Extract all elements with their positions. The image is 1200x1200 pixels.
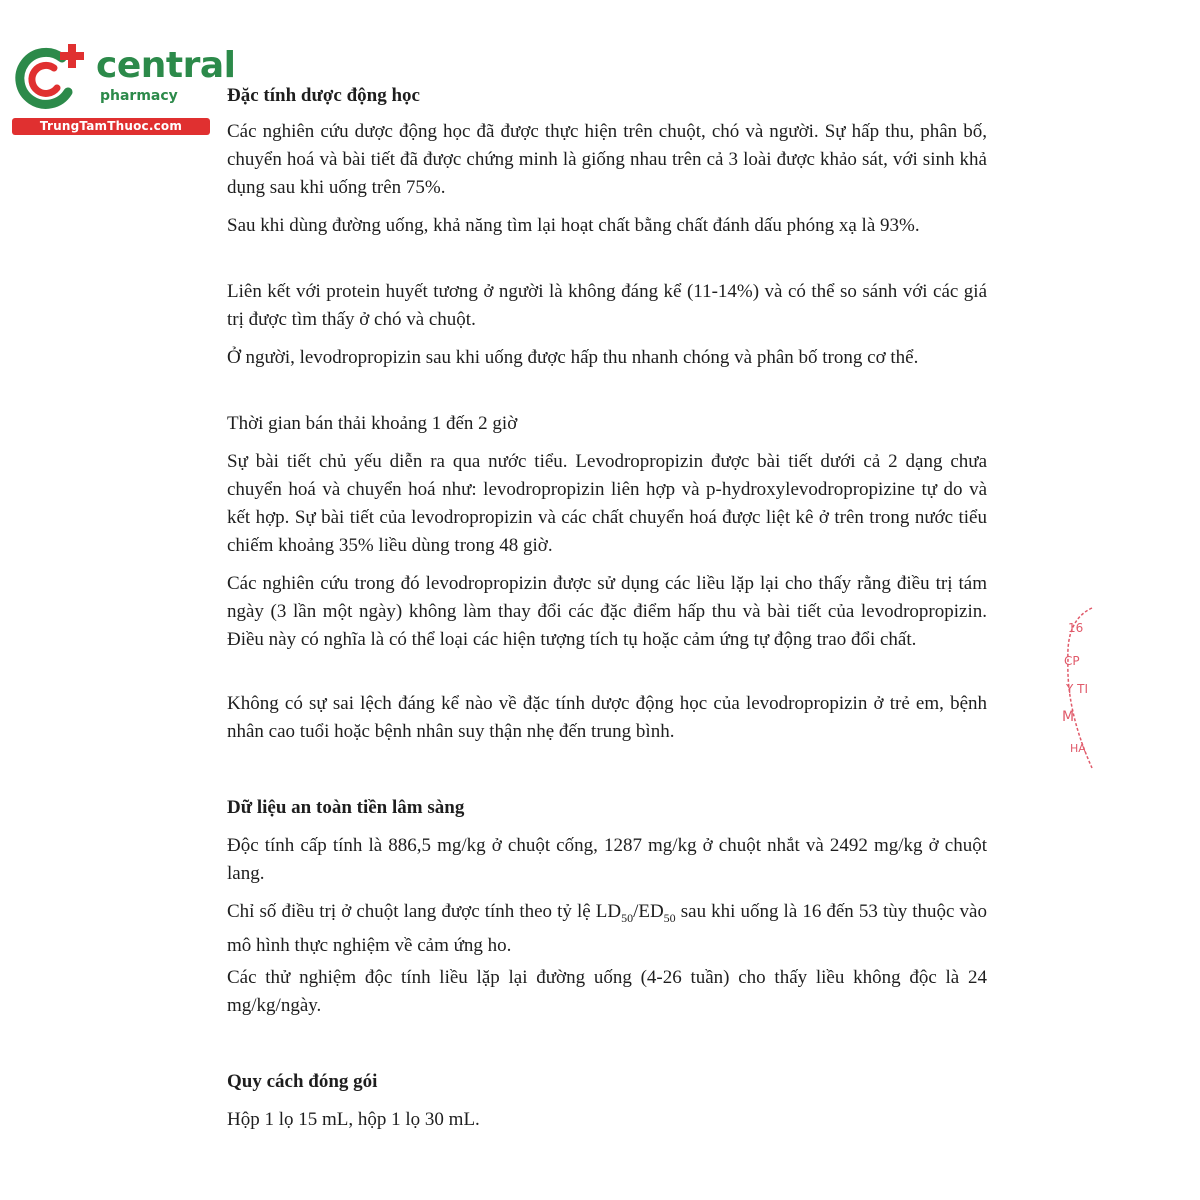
paragraph: Các thử nghiệm độc tính liều lặp lại đường uống (4-26 tuần) cho thấy liều không độc là 24 mg/kg/ngày. [227,967,987,1016]
paragraph: Hộp 1 lọ 15 mL, hộp 1 lọ 30 mL. [227,1109,480,1130]
paragraph: Không có sự sai lệch đáng kể nào về đặc tính dược động học của levodropropizin ở trẻ em, bệnh nhân cao tuổi hoặc bệnh nhân suy thận nhẹ đến trung bình. [227,693,987,742]
section-heading-pharmacokinetics: Đặc tính dược động học [227,85,420,106]
logo-name: central [96,45,236,86]
stamp-text: 16 [1068,621,1084,635]
text-run: sau khi uống là 16 đến 53 tùy thuộc vào mô hình thực nghiệm về cảm ứng ho. [227,901,987,956]
paragraph: Các nghiên cứu dược động học đã được thực hiện trên chuột, chó và người. Sự hấp thu, phân bố, chuyển hoá và bài tiết đã được chứng minh là giống nhau trên cả 3 loài được khảo sát, với sinh khả dụng sau khi uống trên 75%. [227,121,987,198]
paragraph-therapeutic-index [227,898,987,960]
stamp-text: CP [1064,654,1080,668]
paragraph: Thời gian bán thải khoảng 1 đến 2 giờ [227,413,518,434]
stamp-text: Y TI [1066,682,1089,696]
paragraph: Liên kết với protein huyết tương ở người là không đáng kể (11-14%) và có thể so sánh với các giá trị được tìm thấy ở chó và chuột. [227,281,987,330]
paragraph: Các nghiên cứu trong đó levodropropizin được sử dụng các liều lặp lại cho thấy rằng điều trị tám ngày (3 lần một ngày) không làm thay đổi các đặc điểm hấp thu và bài tiết của levodropropizin. Điều này có nghĩa là có thể loại các hiện tượng tích tụ hoặc cảm ứng tự động trao đổi chất. [227,573,987,650]
central-pharmacy-logo [10,38,236,138]
stamp-text: M [1062,709,1075,725]
subscript: 50 [621,910,634,925]
text-run: Chỉ số điều trị ở chuột lang được tính theo tỷ lệ LD [227,901,622,922]
stamp-text: HÀ [1070,742,1086,755]
section-heading-preclinical-safety: Dữ liệu an toàn tiền lâm sàng [227,797,465,818]
subscript: 50 [663,910,676,925]
paragraph: Ở người, levodropropizin sau khi uống được hấp thu nhanh chóng và phân bố trong cơ thể. [227,347,919,368]
paragraph: Độc tính cấp tính là 886,5 mg/kg ở chuột cống, 1287 mg/kg ở chuột nhắt và 2492 mg/kg ở chuột lang. [227,835,987,884]
logo-site-banner: TrungTamThuoc.com [12,118,210,135]
logo-subtitle: pharmacy [100,88,178,104]
paragraph: Sự bài tiết chủ yếu diễn ra qua nước tiểu. Levodropropizin được bài tiết dưới cả 2 dạng chưa chuyển hoá và chuyển hoá như: levodropropizin liên hợp và p-hydroxylevodropropizine tự do và kết hợp. Sự bài tiết của levodropropizin và các chất chuyển hoá được liệt kê ở trên trong nước tiểu chiếm khoảng 35% liều dùng trong 48 giờ. [227,451,987,556]
section-heading-packaging: Quy cách đóng gói [227,1071,378,1092]
paragraph: Sau khi dùng đường uống, khả năng tìm lại hoạt chất bằng chất đánh dấu phóng xạ là 93%. [227,215,920,236]
stamp-fragment-icon [1058,600,1098,775]
pharmacy-cross-logo-icon [10,38,90,118]
text-run: /ED [633,901,664,922]
